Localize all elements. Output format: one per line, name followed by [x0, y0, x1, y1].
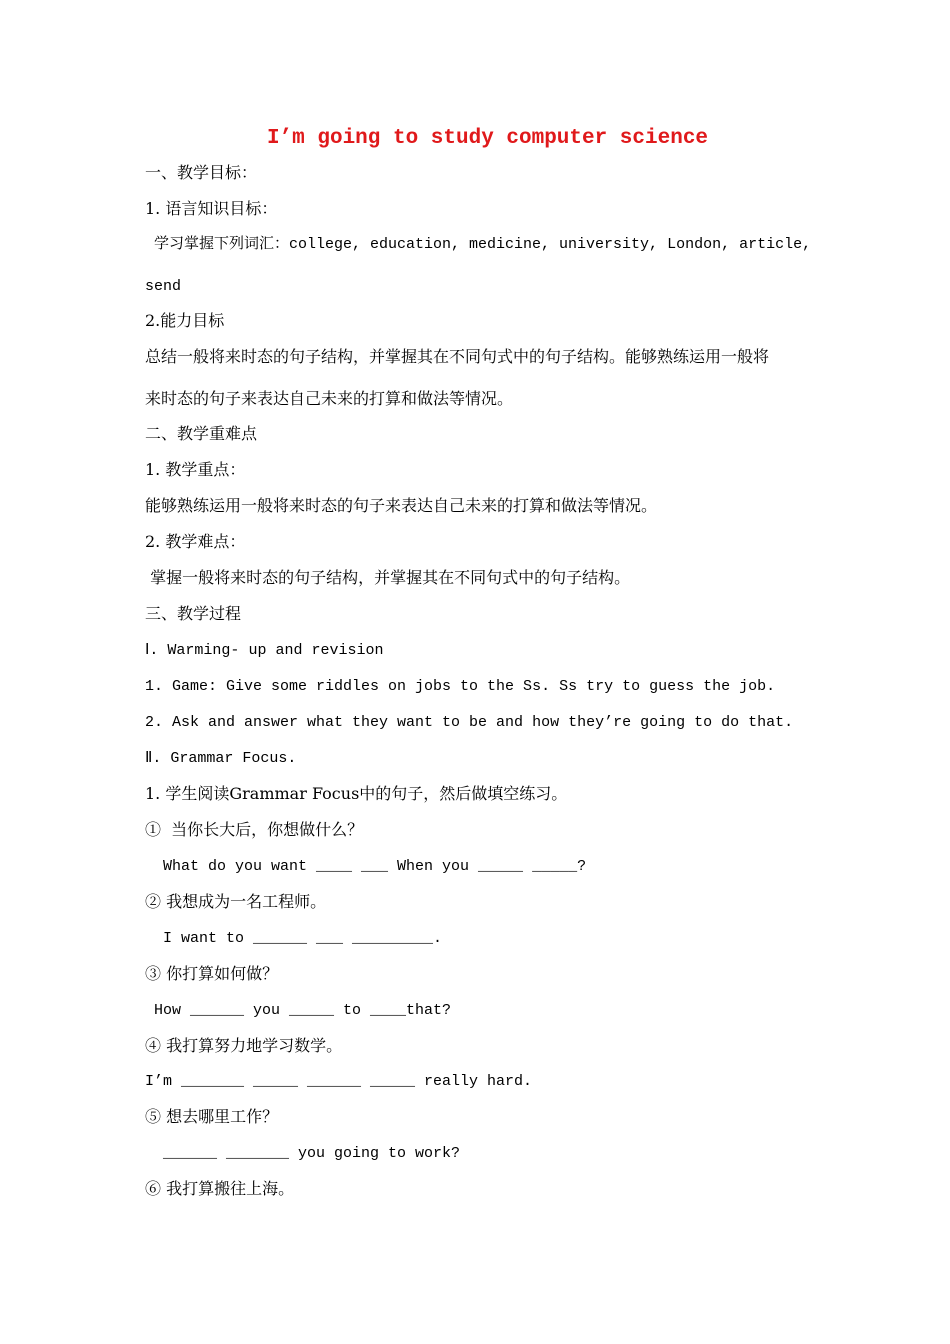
- vocabulary-line-continued: send: [145, 278, 182, 295]
- paragraph-ability-goal-2: 来时态的句子来表达自己未来的打算和做法等情况。: [145, 389, 514, 408]
- step-grammar-focus: Ⅱ. Grammar Focus.: [145, 750, 297, 767]
- exercise-2-chinese: ② 我想成为一名工程师。: [145, 892, 327, 911]
- exercise-2-english: I want to ______ ___ _________.: [145, 930, 443, 947]
- exercise-5-chinese: ⑤ 想去哪里工作？: [145, 1107, 279, 1126]
- section-heading-process: 三、教学过程: [145, 604, 242, 623]
- paragraph-difficult-point: 掌握一般将来时态的句子结构，并掌握其在不同句式中的句子结构。: [145, 568, 631, 587]
- section-heading-objectives: 一、教学目标：: [145, 163, 258, 182]
- paragraph-key-point: 能够熟练运用一般将来时态的句子来表达自己未来的打算和做法等情况。: [145, 496, 658, 515]
- exercise-5-english: ______ _______ you going to work?: [145, 1145, 461, 1162]
- document-title: I’m going to study computer science: [266, 127, 709, 150]
- exercise-3-english: How ______ you _____ to ____that?: [145, 1002, 452, 1019]
- exercise-3-chinese: ③ 你打算如何做？: [145, 964, 279, 983]
- exercise-6-chinese: ⑥ 我打算搬往上海。: [145, 1179, 295, 1198]
- section-heading-key-points: 二、教学重难点: [145, 424, 258, 443]
- step-game: 1. Game: Give some riddles on jobs to the Ss. Ss try to guess the job.: [145, 678, 776, 695]
- grammar-instruction: 1. 学生阅读Grammar Focus中的句子，然后做填空练习。: [145, 784, 568, 803]
- subheading-ability-goal: 2.能力目标: [145, 311, 225, 330]
- step-warming-up: Ⅰ. Warming- up and revision: [145, 642, 384, 659]
- subheading-language-knowledge: 1. 语言知识目标：: [145, 199, 278, 218]
- subheading-difficult-point: 2. 教学难点：: [145, 532, 246, 551]
- exercise-4-chinese: ④ 我打算努力地学习数学。: [145, 1036, 343, 1055]
- exercise-4-english: I’m _______ _____ ______ _____ really hard.: [145, 1073, 533, 1090]
- exercise-1-chinese: ① 当你长大后，你想做什么？: [145, 820, 364, 839]
- subheading-key-point: 1. 教学重点：: [145, 460, 246, 479]
- step-ask-answer: 2. Ask and answer what they want to be and how they’re going to do that.: [145, 714, 794, 731]
- paragraph-ability-goal-1: 总结一般将来时态的句子结构，并掌握其在不同句式中的句子结构。能够熟练运用一般将: [145, 347, 770, 366]
- exercise-1-english: What do you want ____ ___ When you _____ _____?: [145, 858, 587, 875]
- vocabulary-line: 学习掌握下列词汇：college, education, medicine, university, London, article,: [145, 236, 812, 253]
